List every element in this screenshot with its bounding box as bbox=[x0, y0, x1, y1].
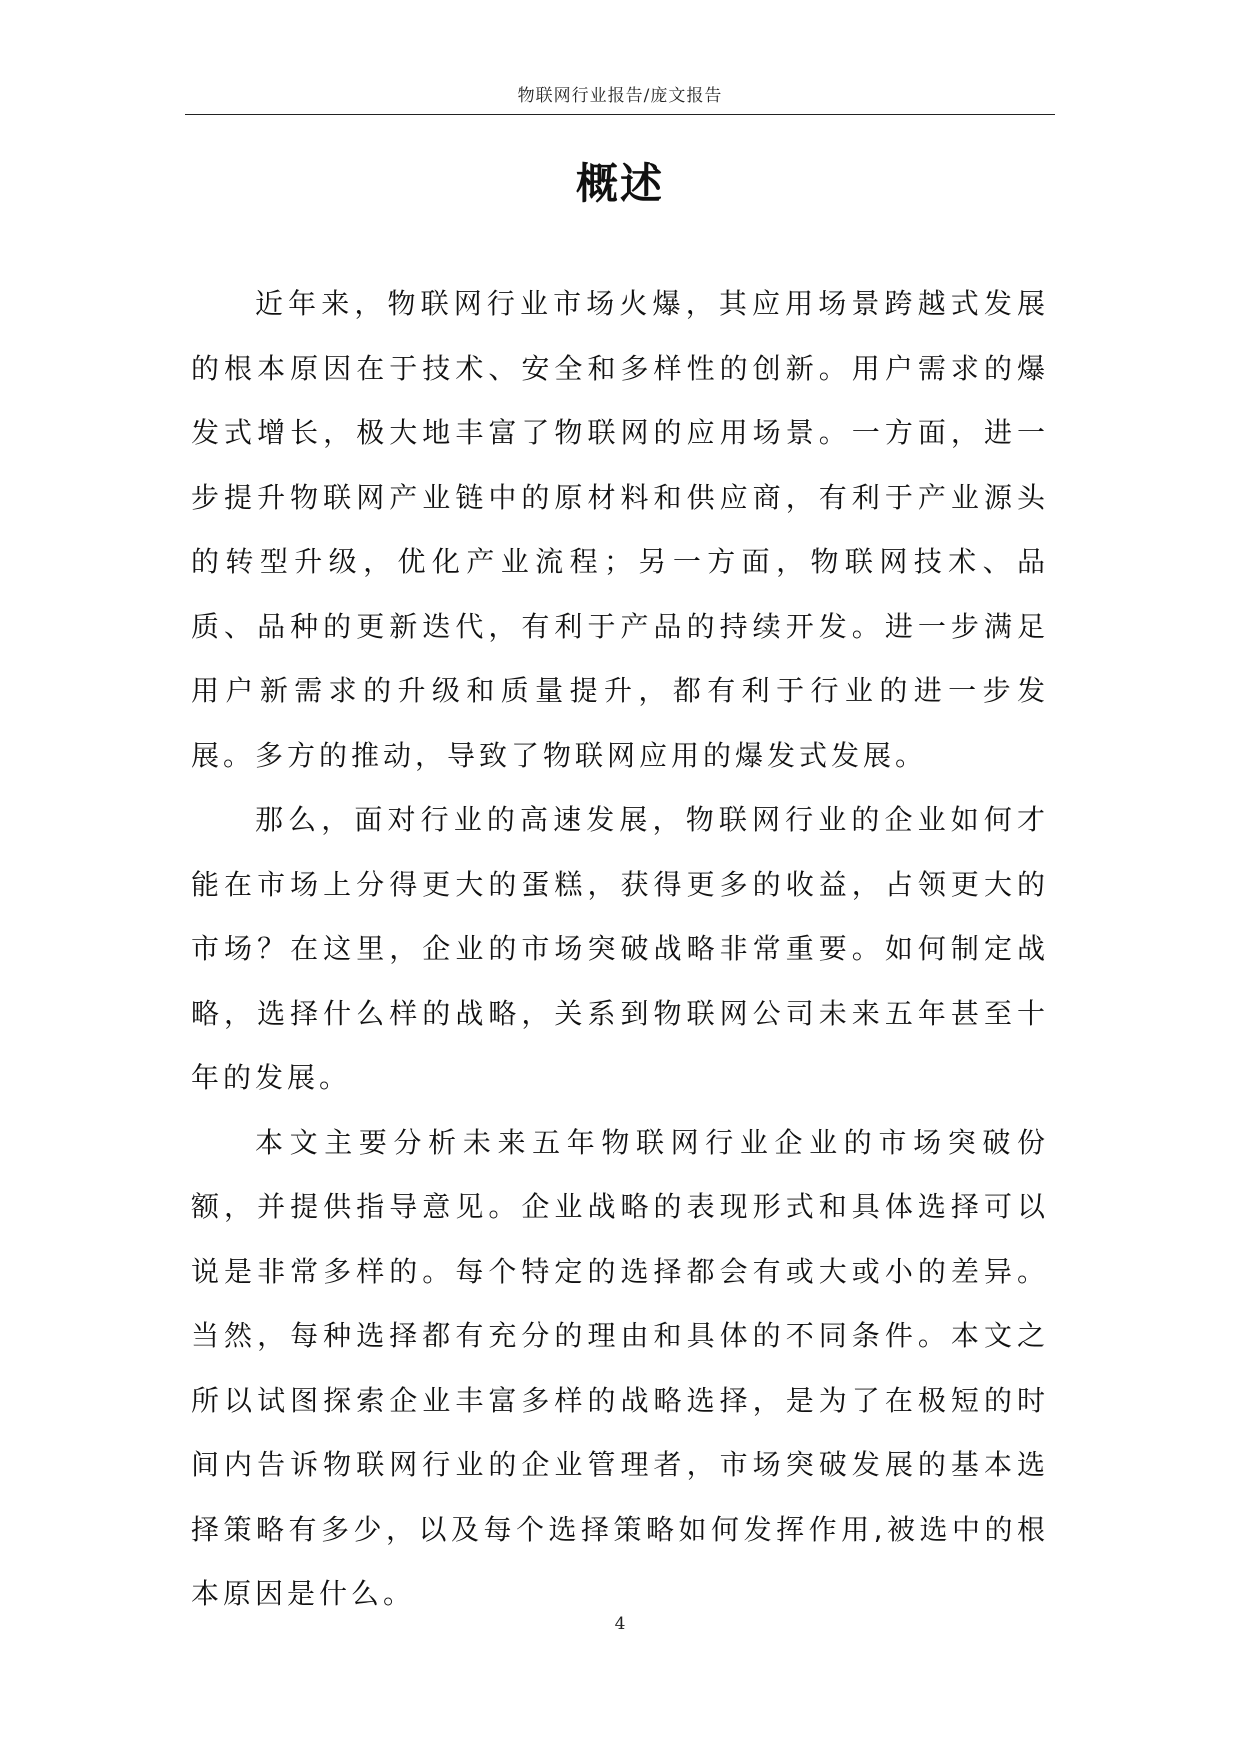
header-divider bbox=[185, 114, 1055, 115]
paragraph-2: 那么，面对行业的高速发展，物联网行业的企业如何才能在市场上分得更大的蛋糕，获得更多的收益，占领更大的市场？在这里，企业的市场突破战略非常重要。如何制定战略，选择什么样的战略，关系到物联网公司未来五年甚至十年的发展。 bbox=[191, 803, 1049, 1094]
body-text bbox=[191, 272, 1049, 1627]
paragraph-1: 近年来，物联网行业市场火爆，其应用场景跨越式发展的根本原因在于技术、安全和多样性的创新。用户需求的爆发式增长，极大地丰富了物联网的应用场景。一方面，进一步提升物联网产业链中的原材料和供应商，有利于产业源头的转型升级，优化产业流程；另一方面，物联网技术、品质、品种的更新迭代，有利于产品的持续开发。进一步满足用户新需求的升级和质量提升，都有利于行业的进一步发展。多方的推动，导致了物联网应用的爆发式发展。 bbox=[191, 287, 1049, 772]
running-header: 物联网行业报告/庞文报告 bbox=[517, 86, 723, 106]
paragraph-3: 本文主要分析未来五年物联网行业企业的市场突破份额，并提供指导意见。企业战略的表现形式和具体选择可以说是非常多样的。每个特定的选择都会有或大或小的差异。当然，每种选择都有充分的理由和具体的不同条件。本文之所以试图探索企业丰富多样的战略选择，是为了在极短的时间内告诉物联网行业的企业管理者，市场突破发展的基本选择策略有多少，以及每个选择策略如何发挥作用,被选中的根本原因是什么。 bbox=[191, 1125, 1049, 1610]
page-title: 概述 bbox=[575, 159, 664, 208]
page-number: 4 bbox=[614, 1614, 626, 1634]
